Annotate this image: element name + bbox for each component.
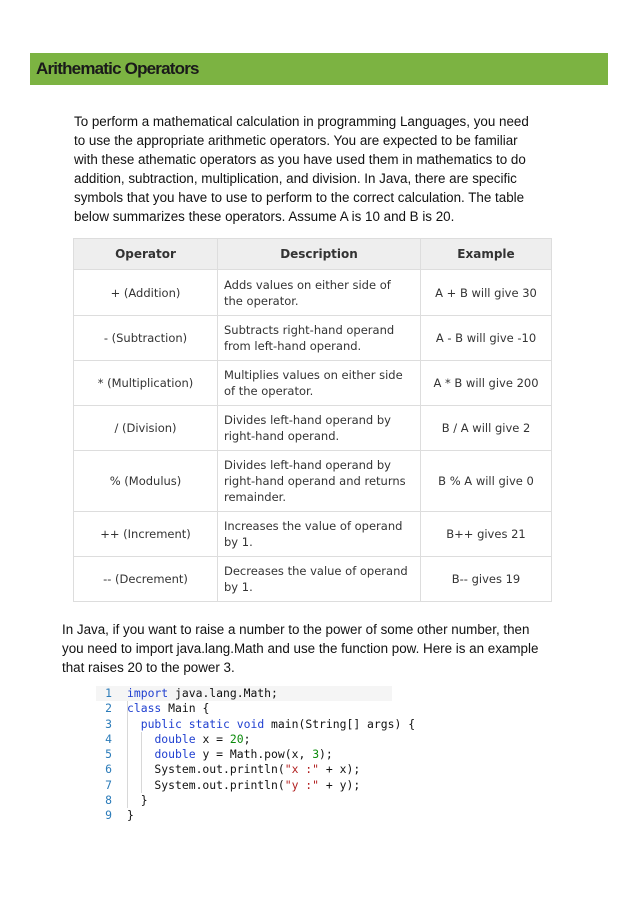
description-line: Multiplies values on either side (224, 368, 403, 382)
description-line: Adds values on either side of (224, 277, 391, 292)
operator-cell: / (Division) (74, 406, 218, 451)
example-cell: A * B will give 200 (421, 361, 552, 406)
description-cell (218, 270, 421, 316)
code-line (96, 732, 392, 747)
example-cell: B / A will give 2 (421, 406, 552, 451)
description-cell (218, 451, 421, 512)
description-line: of the operator. (224, 384, 314, 398)
example-cell: A - B will give -10 (421, 316, 552, 361)
description-line: remainder. (224, 490, 286, 504)
intro-line: to use the appropriate arithmetic operators. You are expected to be familiar (74, 133, 518, 148)
description-cell (218, 316, 421, 361)
description-cell (218, 512, 421, 557)
code-text: class Main { (127, 701, 210, 716)
line-number: 5 (105, 747, 112, 762)
operators-table (73, 238, 552, 602)
description-line: Increases the value of operand (224, 519, 403, 533)
operator-cell: % (Modulus) (74, 451, 218, 512)
code-text: } (127, 808, 134, 823)
operator-cell: - (Subtraction) (74, 316, 218, 361)
description-cell (218, 406, 421, 451)
line-number: 9 (105, 808, 112, 823)
description-line: Subtracts right-hand operand (224, 323, 395, 337)
intro-line: symbols that you have to use to perform to the correct calculation. The table (74, 190, 525, 205)
code-line (96, 701, 392, 716)
table-row (74, 406, 552, 451)
line-number: 4 (105, 731, 112, 746)
operator-cell: + (Addition) (74, 270, 218, 316)
intro-paragraph (74, 112, 554, 226)
code-line (96, 793, 392, 808)
table-row (74, 557, 552, 602)
description-line: from left-hand operand. (224, 339, 362, 353)
description-line: Divides left-hand operand by (224, 458, 391, 472)
code-text: double x = 20; (154, 731, 251, 746)
table-row (74, 361, 552, 406)
code-line (96, 808, 392, 823)
line-number: 2 (105, 701, 112, 716)
description-line: Divides left-hand operand by (224, 413, 391, 427)
section-heading-bar (30, 53, 608, 85)
operator-cell: * (Multiplication) (74, 361, 218, 406)
pow-line: In Java, if you want to raise a number to the power of some other number, then (62, 622, 530, 637)
pow-line: that raises 20 to the power 3. (62, 660, 235, 675)
code-line (96, 762, 392, 777)
section-heading: Arithematic Operators (36, 59, 199, 78)
pow-paragraph (62, 620, 572, 677)
code-line (96, 778, 392, 793)
intro-line: below summarizes these operators. Assume A is 10 and B is 20. (74, 209, 455, 224)
table-row (74, 451, 552, 512)
intro-line: To perform a mathematical calculation in programming Languages, you need (74, 114, 529, 129)
line-number: 3 (105, 716, 112, 731)
table-header-row (74, 239, 552, 270)
operator-cell: ++ (Increment) (74, 512, 218, 557)
table-row (74, 512, 552, 557)
code-line (96, 716, 416, 732)
code-text: import java.lang.Math; (127, 686, 278, 700)
header-description: Description (218, 239, 421, 270)
example-cell: B++ gives 21 (421, 512, 552, 557)
description-line: by 1. (224, 580, 253, 594)
description-line: right-hand operand and returns (224, 474, 406, 488)
description-cell (218, 557, 421, 602)
header-example: Example (421, 239, 552, 270)
code-line (96, 686, 392, 701)
line-number: 6 (105, 762, 112, 777)
example-cell: A + B will give 30 (421, 270, 552, 316)
description-cell (218, 361, 421, 406)
code-text: System.out.println("y :" + y); (127, 777, 361, 792)
example-cell: B-- gives 19 (421, 557, 552, 602)
line-number: 1 (105, 686, 112, 700)
operator-cell: -- (Decrement) (74, 557, 218, 602)
code-text: } (127, 793, 148, 808)
intro-line: with these athematic operators as you have used them in mathematics to do (74, 152, 526, 167)
code-text: System.out.println("x :" + x); (127, 762, 361, 777)
description-line: right-hand operand. (224, 429, 340, 443)
description-line: the operator. (224, 293, 299, 308)
table-row (74, 316, 552, 361)
line-number: 8 (105, 793, 112, 808)
header-operator: Operator (74, 239, 218, 270)
table-row (74, 270, 552, 316)
description-line: by 1. (224, 535, 253, 549)
intro-line: addition, subtraction, multiplication, and division. In Java, there are specific (74, 171, 517, 186)
example-cell: B % A will give 0 (421, 451, 552, 512)
line-number: 7 (105, 777, 112, 792)
description-line: Decreases the value of operand (224, 564, 408, 578)
code-line (96, 747, 392, 762)
pow-line: you need to import java.lang.Math and use the function pow. Here is an example (62, 641, 539, 656)
code-block (96, 686, 416, 824)
code-text: public static void main(String[] args) { (140, 716, 416, 731)
code-text: double y = Math.pow(x, 3); (154, 747, 333, 762)
